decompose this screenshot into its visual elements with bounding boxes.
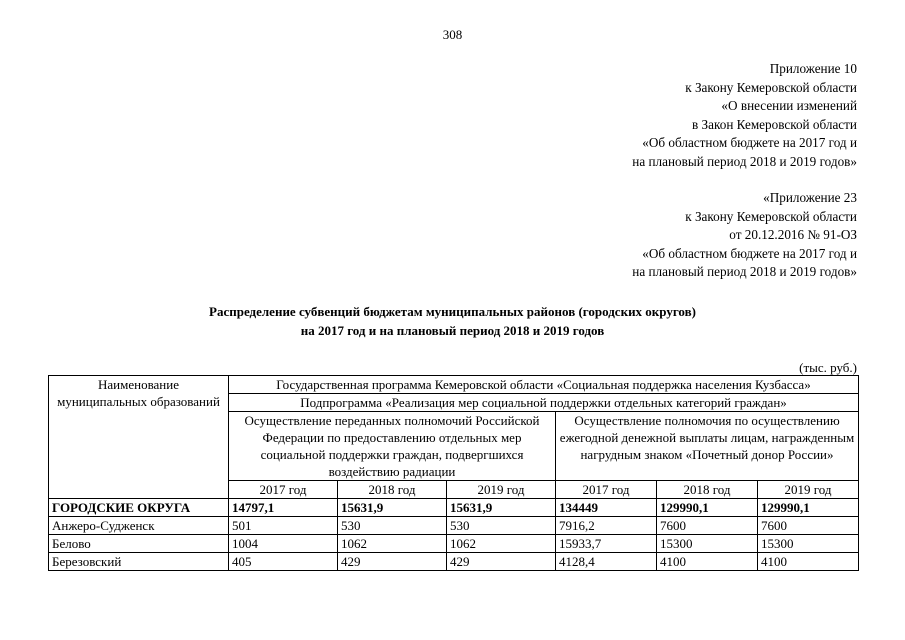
annex-line: «О внесении изменений: [721, 98, 857, 113]
year-header: 2019 год: [758, 481, 859, 499]
year-header: 2017 год: [556, 481, 657, 499]
group-header-donor: Осуществление полномочия по осуществлению ежегодной денежной выплаты лицам, награжденным нагрудным знаком «Почетный донор России»: [556, 412, 859, 481]
cell-value: 7600: [758, 517, 859, 535]
cell-value: 15300: [657, 535, 758, 553]
cell-value: 14797,1: [229, 499, 338, 517]
cell-value: 15631,9: [338, 499, 447, 517]
year-header: 2017 год: [229, 481, 338, 499]
row-name: Березовский: [49, 553, 229, 571]
cell-value: 501: [229, 517, 338, 535]
annex-line: к Закону Кемеровской области: [685, 208, 857, 224]
cell-value: 4100: [758, 553, 859, 571]
table-row: [49, 553, 859, 571]
cell-value: 530: [338, 517, 447, 535]
cell-value: 429: [338, 553, 447, 571]
cell-value: 129990,1: [758, 499, 859, 517]
cell-value: 4128,4: [556, 553, 657, 571]
annex-line: в Закон Кемеровской области: [692, 116, 857, 132]
cell-value: 4100: [657, 553, 758, 571]
cell-value: 7916,2: [556, 517, 657, 535]
table-row: [49, 535, 859, 553]
cell-value: 15631,9: [447, 499, 556, 517]
program-header: Государственная программа Кемеровской области «Социальная поддержка населения Кузбасса»: [229, 376, 859, 394]
annex-line: «Об областном бюджете на 2017 год и: [642, 245, 857, 261]
header-row-program: [49, 376, 859, 394]
annex-line: на плановый период 2018 и 2019 годов»: [632, 264, 857, 279]
document-title: [0, 302, 905, 340]
title-line: Распределение субвенций бюджетам муниципальных районов (городских округов): [209, 304, 696, 319]
cell-value: 7600: [657, 517, 758, 535]
title-line: на 2017 год и на плановый период 2018 и 2019 годов: [300, 323, 605, 338]
page-number: 308: [442, 27, 463, 42]
cell-value: 1004: [229, 535, 338, 553]
annex-line: на плановый период 2018 и 2019 годов»: [632, 153, 857, 169]
annex-reference-1: [632, 60, 857, 171]
units-label: (тыс. руб.): [799, 360, 857, 375]
budget-table: [48, 375, 859, 571]
annex-line: к Закону Кемеровской области: [685, 79, 857, 95]
cell-value: 134449: [556, 499, 657, 517]
row-name: ГОРОДСКИЕ ОКРУГА: [49, 499, 229, 517]
cell-value: 530: [447, 517, 556, 535]
cell-value: 1062: [447, 535, 556, 553]
annex-reference-2: [632, 189, 857, 282]
cell-value: 129990,1: [657, 499, 758, 517]
annex-line: «Об областном бюджете на 2017 год и: [642, 135, 857, 150]
group-header-radiation: Осуществление переданных полномочий Российской Федерации по предоставлению отдельных мер социальной поддержки граждан, подвергшихся воздействию радиации: [229, 412, 556, 481]
year-header: 2018 год: [338, 481, 447, 499]
subprogram-header: Подпрограмма «Реализация мер социальной поддержки отдельных категорий граждан»: [229, 394, 859, 412]
annex-line: от 20.12.2016 № 91-ОЗ: [729, 227, 857, 242]
table-row: [49, 517, 859, 535]
annex-line: «Приложение 23: [763, 190, 857, 205]
name-column-header: Наименование муниципальных образований: [49, 376, 229, 499]
year-header: 2019 год: [447, 481, 556, 499]
cell-value: 15933,7: [556, 535, 657, 553]
annex-line: Приложение 10: [769, 61, 857, 76]
cell-value: 15300: [758, 535, 859, 553]
cell-value: 429: [447, 553, 556, 571]
cell-value: 405: [229, 553, 338, 571]
cell-value: 1062: [338, 535, 447, 553]
year-header: 2018 год: [657, 481, 758, 499]
row-name: Анжеро-Судженск: [49, 517, 229, 535]
table-row-total: [49, 499, 859, 517]
row-name: Белово: [49, 535, 229, 553]
